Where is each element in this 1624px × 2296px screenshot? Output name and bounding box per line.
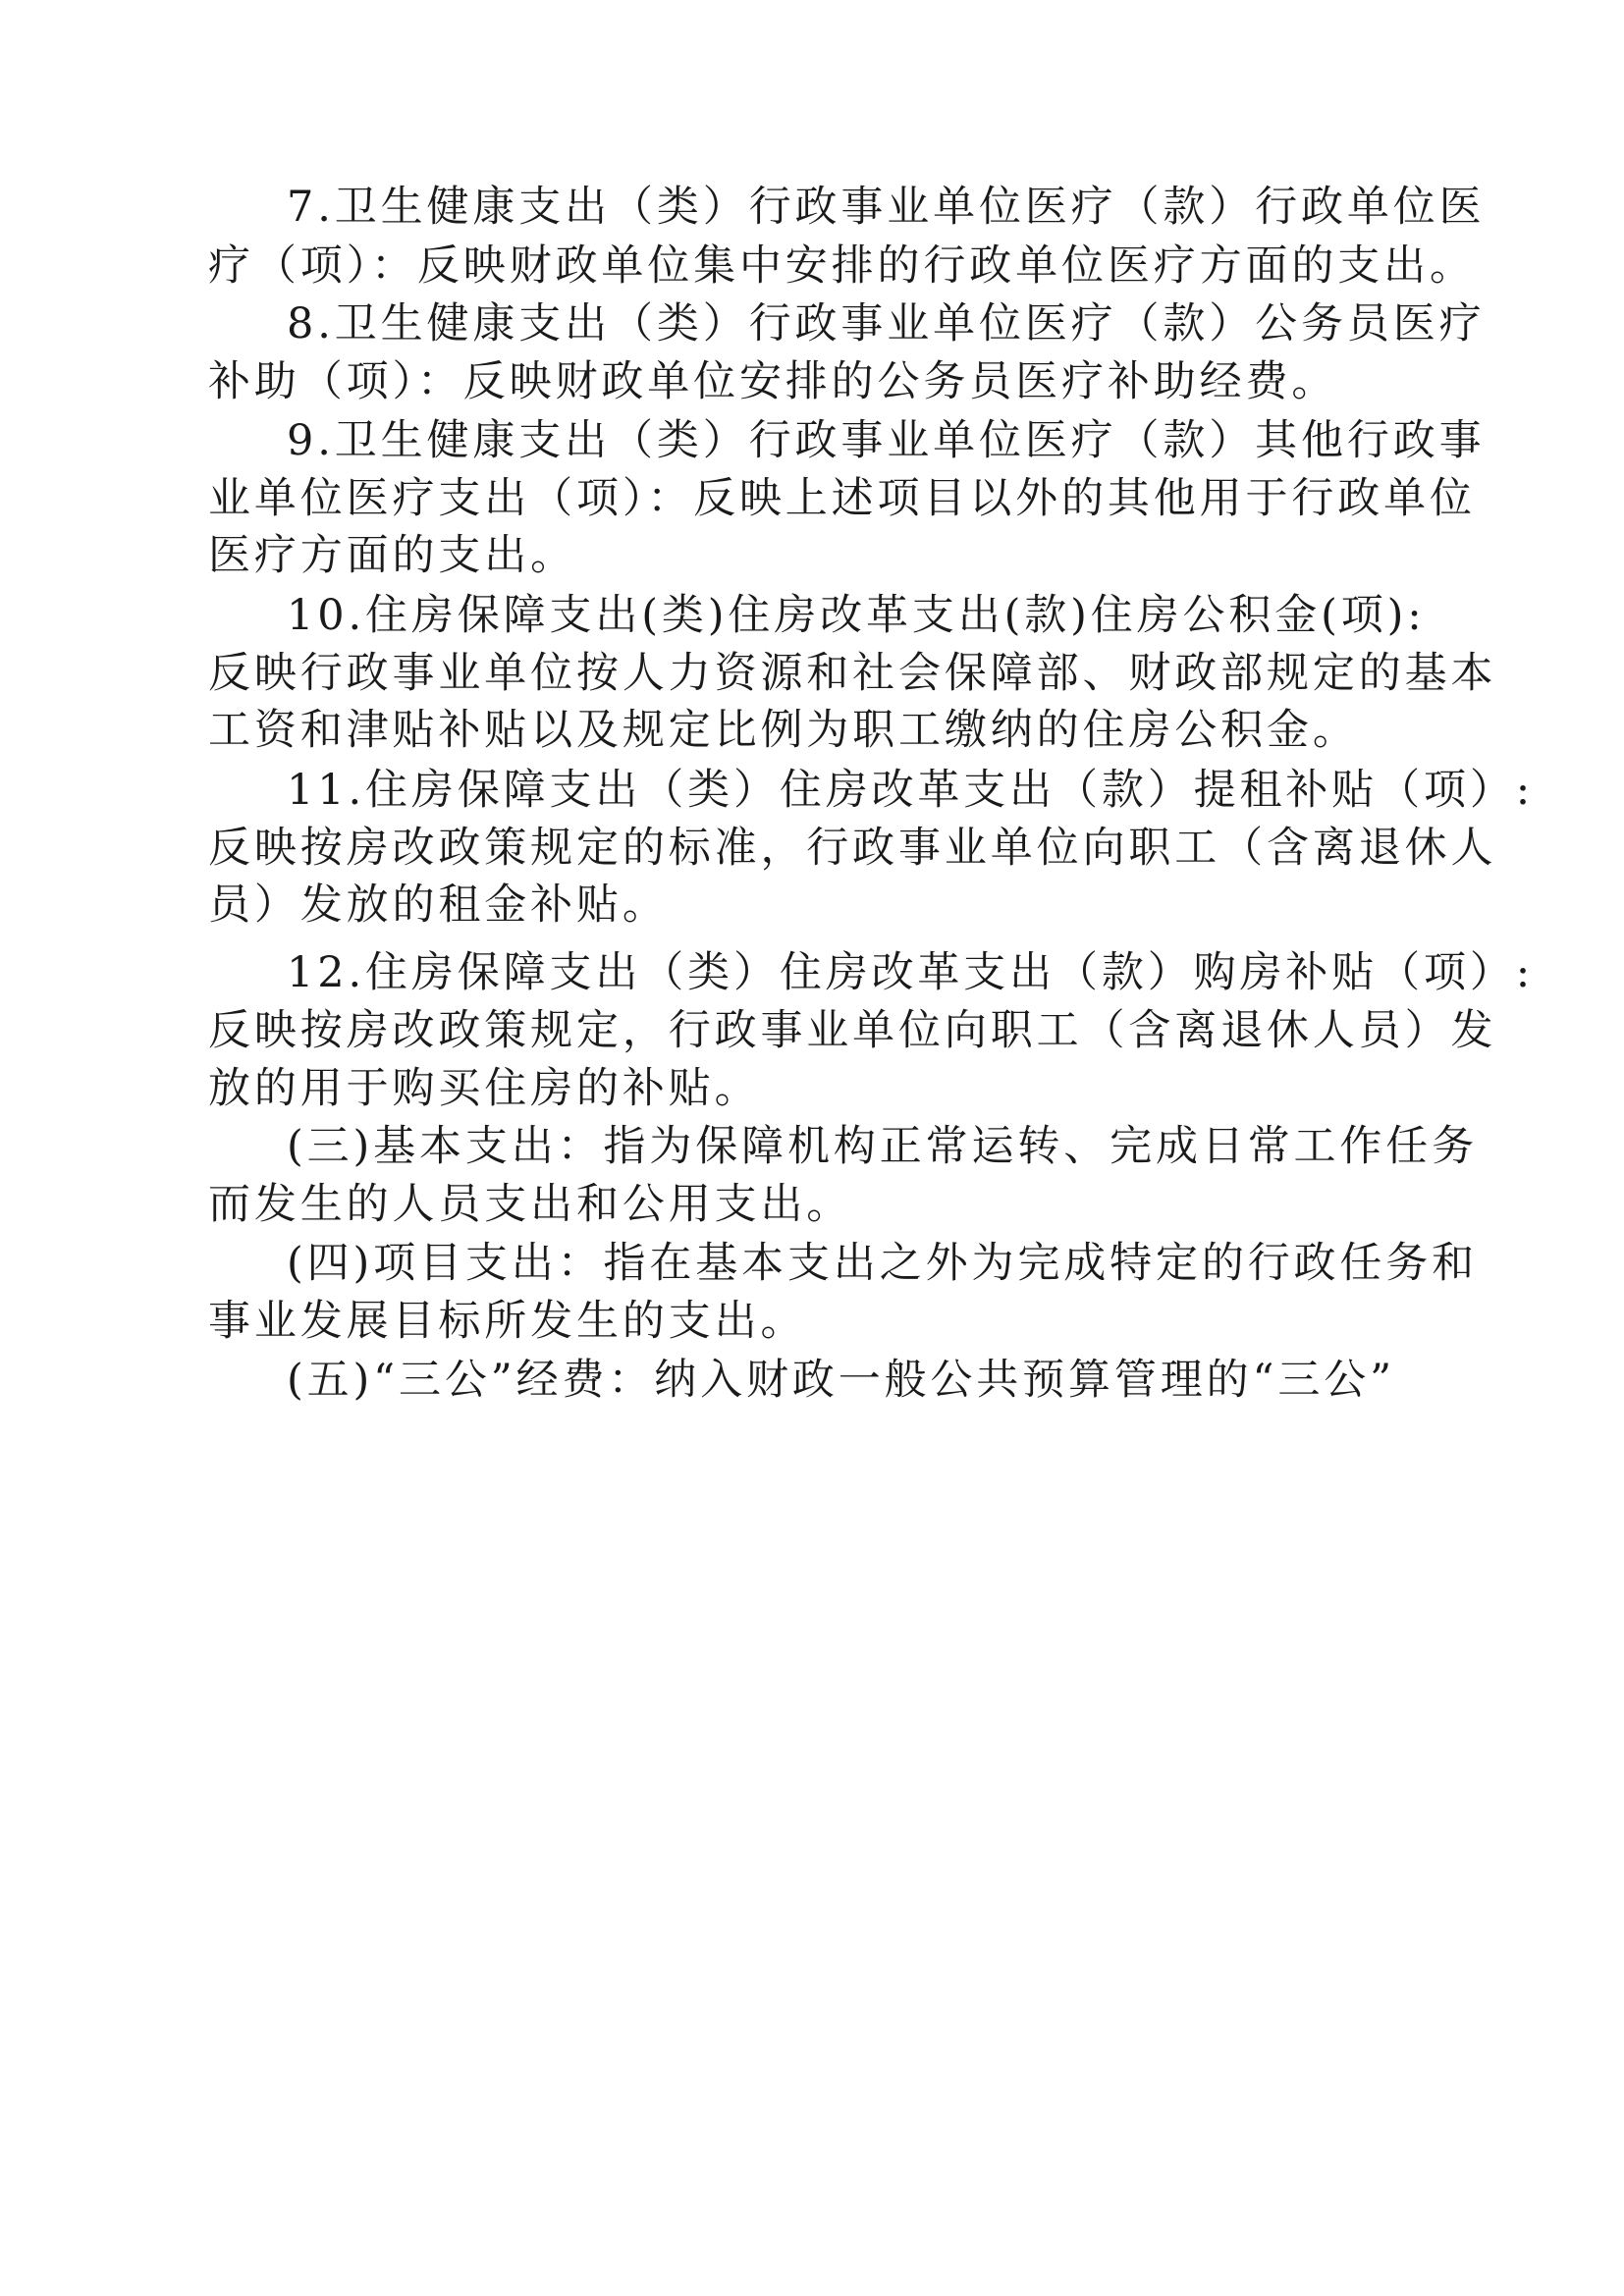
- paragraph-11-line-1: 11.住房保障支出（类）住房改革支出（款）提租补贴（项）:: [287, 766, 1535, 815]
- paragraph-10-line-3: 工资和津贴补贴以及规定比例为职工缴纳的住房公积金。: [208, 706, 1359, 755]
- paragraph-8-line-2: 补助（项）：反映财政单位安排的公务员医疗补助经费。: [208, 357, 1338, 406]
- paragraph-9-line-3: 医疗方面的支出。: [208, 531, 576, 580]
- paragraph-8-line-1: 8.卫生健康支出（类）行政事业单位医疗（款）公务员医疗: [287, 299, 1486, 348]
- paragraph-12-line-2: 反映按房改政策规定，行政事业单位向职工（含离退休人员）发: [208, 1006, 1497, 1055]
- paragraph-9-line-2: 业单位医疗支出（项）：反映上述项目以外的其他用于行政单位: [208, 474, 1476, 523]
- paragraph-10-line-2: 反映行政事业单位按人力资源和社会保障部、财政部规定的基本: [208, 649, 1497, 698]
- paragraph-11-line-3: 员）发放的租金补贴。: [208, 881, 669, 930]
- project-expenditure-line-1: (四)项目支出：指在基本支出之外为完成特定的行政任务和: [287, 1239, 1479, 1288]
- three-public-expenses-line-1: (五)“三公”经费：纳入财政一般公共预算管理的“三公”: [287, 1356, 1395, 1405]
- paragraph-9-line-1: 9.卫生健康支出（类）行政事业单位医疗（款）其他行政事: [287, 416, 1486, 465]
- paragraph-7-line-2: 疗（项）：反映财政单位集中安排的行政单位医疗方面的支出。: [208, 241, 1476, 291]
- paragraph-12-line-3: 放的用于购买住房的补贴。: [208, 1064, 761, 1113]
- paragraph-7-line-1: 7.卫生健康支出（类）行政事业单位医疗（款）行政单位医: [287, 183, 1486, 232]
- basic-expenditure-line-1: (三)基本支出：指为保障机构正常运转、完成日常工作任务: [287, 1122, 1479, 1171]
- basic-expenditure-line-2: 而发生的人员支出和公用支出。: [208, 1180, 853, 1229]
- paragraph-11-line-2: 反映按房改政策规定的标准，行政事业单位向职工（含离退休人: [208, 824, 1497, 873]
- paragraph-12-line-1: 12.住房保障支出（类）住房改革支出（款）购房补贴（项）:: [287, 948, 1535, 997]
- paragraph-10-line-1: 10.住房保障支出(类)住房改革支出(款)住房公积金(项):: [287, 591, 1426, 640]
- project-expenditure-line-2: 事业发展目标所发生的支出。: [208, 1297, 807, 1346]
